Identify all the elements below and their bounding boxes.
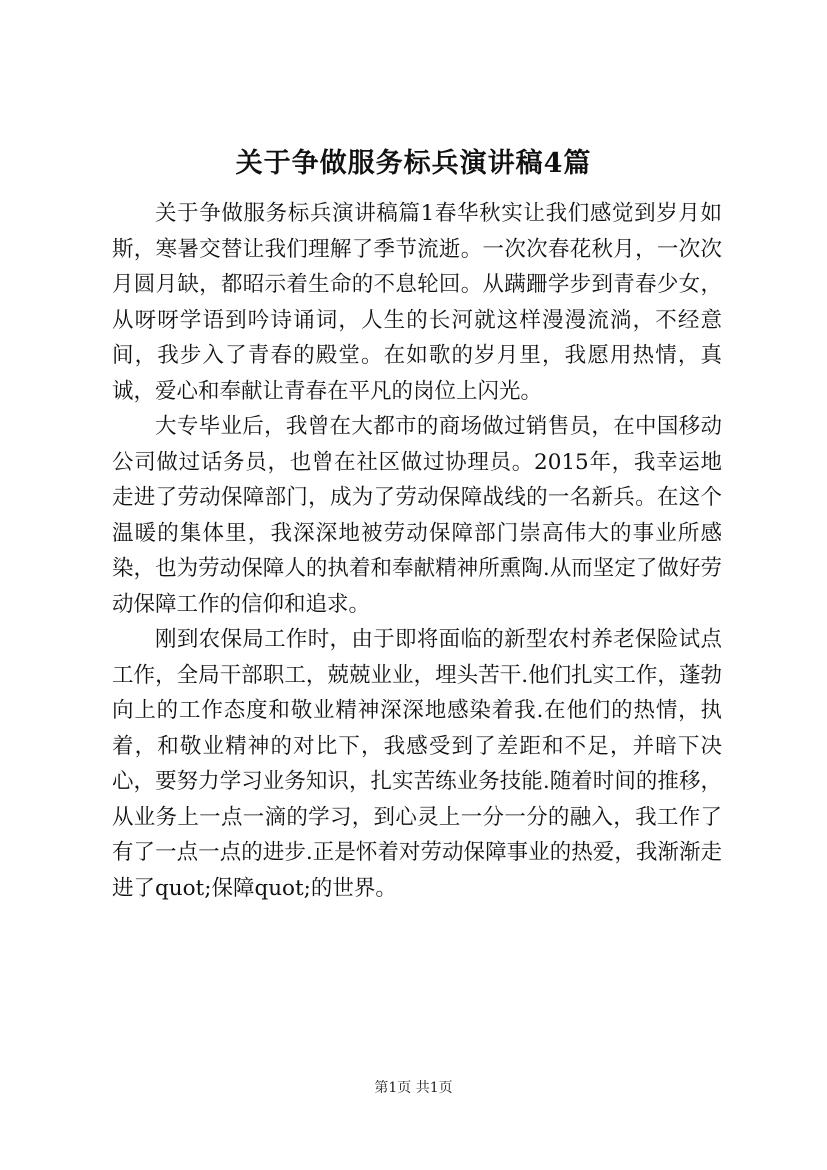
document-body — [112, 196, 722, 906]
paragraph-3: 刚到农保局工作时，由于即将面临的新型农村养老保险试点工作，全局干部职工，兢兢业业，埋头苦干.他们扎实工作，蓬勃向上的工作态度和敬业精神深深地感染着我.在他们的热情，执着，和敬业精神的对比下，我感受到了差距和不足，并暗下决心，要努力学习业务知识，扎实苦练业务技能.随着时间的推移，从业务上一点一滴的学习，到心灵上一分一分的融入，我工作了有了一点一点的进步.正是怀着对劳动保障事业的热爱，我渐渐走进了quot;保障quot;的世界。 — [112, 627, 722, 901]
page-footer: 第1页 共1页 — [374, 1080, 453, 1096]
paragraph-2: 大专毕业后，我曾在大都市的商场做过销售员，在中国移动公司做过话务员，也曾在社区做过协理员。2015年，我幸运地走进了劳动保障部门，成为了劳动保障战线的一名新兵。在这个温暖的集体里，我深深地被劳动保障部门崇高伟大的事业所感染，也为劳动保障人的执着和奉献精神所熏陶.从而坚定了做好劳动保障工作的信仰和追求。 — [112, 414, 722, 617]
paragraph-1: 关于争做服务标兵演讲稿篇1春华秋实让我们感觉到岁月如斯，寒暑交替让我们理解了季节流逝。一次次春花秋月，一次次月圆月缺，都昭示着生命的不息轮回。从蹒跚学步到青春少女，从呀呀学语到吟诗诵词，人生的长河就这样漫漫流淌，不经意间，我步入了青春的殿堂。在如歌的岁月里，我愿用热情，真诚，爱心和奉献让青春在平凡的岗位上闪光。 — [112, 201, 722, 404]
document-title: 关于争做服务标兵演讲稿4篇 — [235, 148, 592, 179]
